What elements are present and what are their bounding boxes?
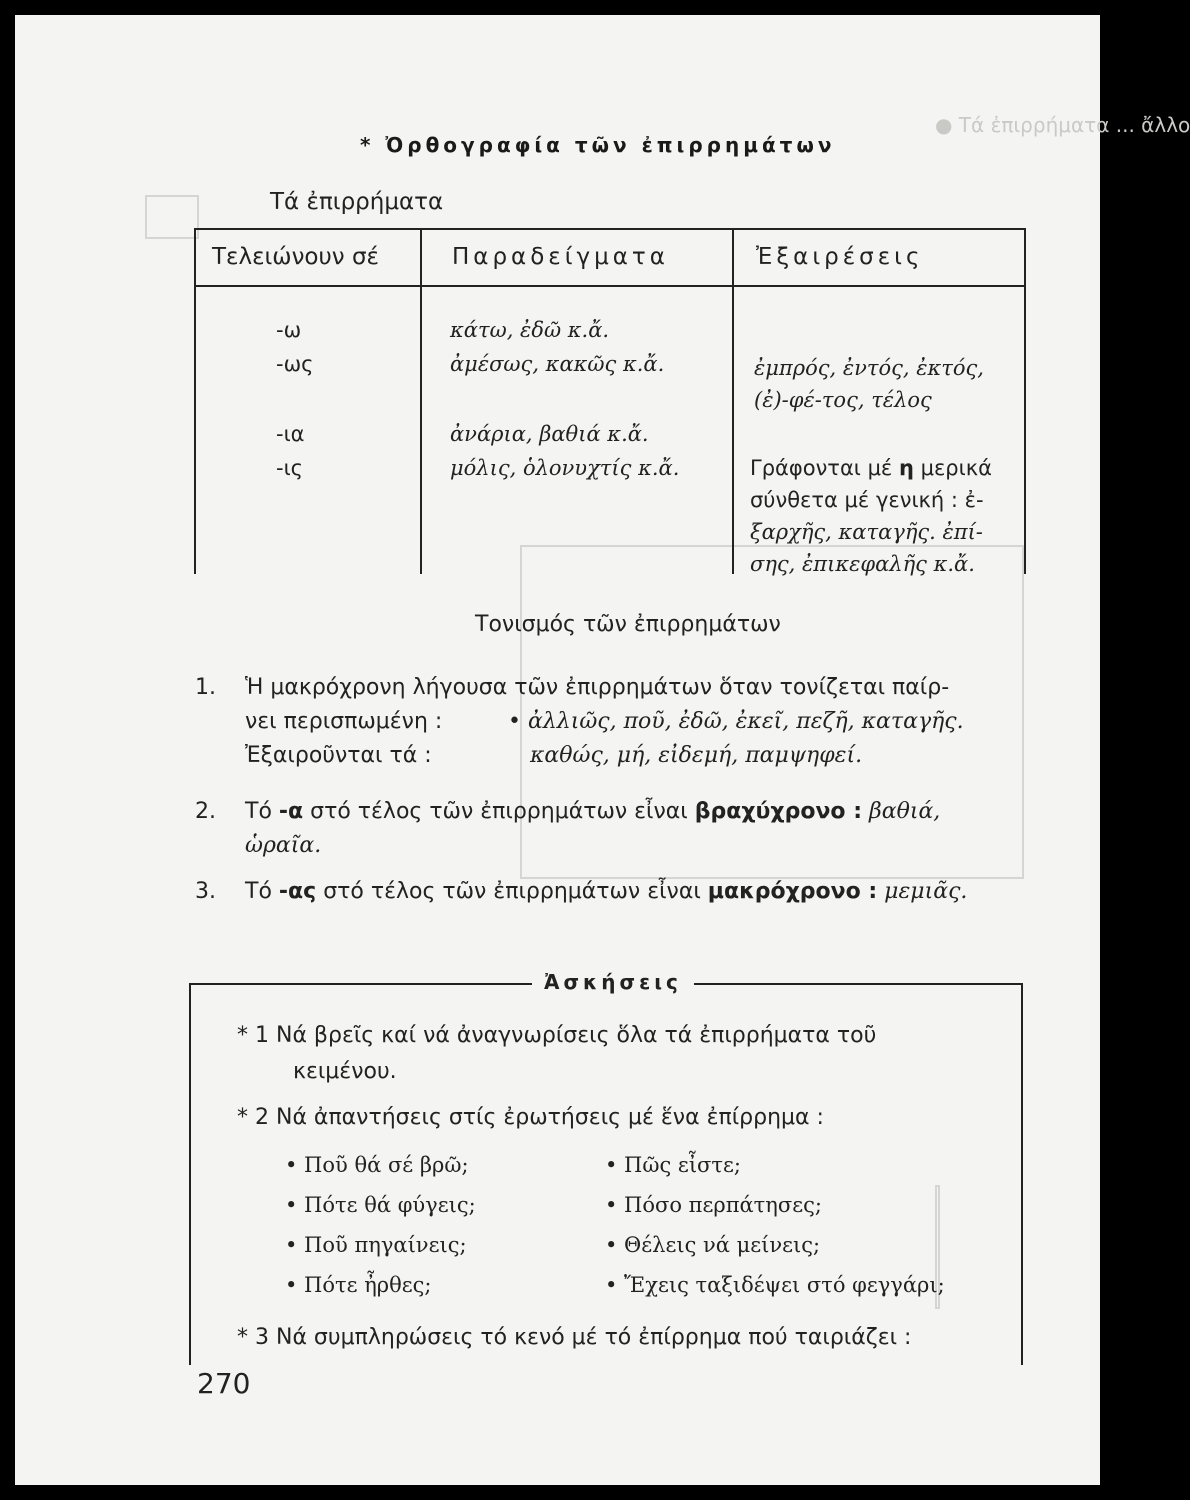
exception-is-line4: σης, ἐπικεφαλῆς κ.ἄ. — [750, 552, 975, 576]
accent-heading: Τονισμός τῶν ἐπιρρημάτων — [475, 612, 781, 637]
question-left-2: • Πότε θά φύγεις; — [285, 1193, 476, 1217]
exercise-3: * 3 Νά συμπληρώσεις τό κενό μέ τό ἐπίρρημα πού ταιριάζει : — [237, 1325, 912, 1350]
rule-3-number: 3. — [195, 879, 216, 904]
rule-1-number: 1. — [195, 675, 216, 700]
example-os: ἀμέσως, κακῶς κ.ἄ. — [450, 352, 665, 376]
rule-1-line1: Ἡ μακρόχρονη λήγουσα τῶν ἐπιρρημάτων ὅταν τονίζεται παίρ- — [245, 675, 950, 700]
page — [15, 15, 1190, 1485]
exception-os-line1: ἐμπρός, ἐντός, ἐκτός, — [754, 356, 984, 380]
rule-2-number: 2. — [195, 799, 216, 824]
exercises-heading: Ἀσκήσεις — [532, 970, 694, 994]
exercise-1-cont: κειμένου. — [293, 1059, 397, 1084]
rule-2-text: Τό -α στό τέλος τῶν ἐπιρρημάτων εἶναι βραχύχρονο : βαθιά, — [245, 799, 941, 824]
rule-1-exceptions: καθώς, μή, εἰδεμή, παμψηφεί. — [530, 743, 863, 768]
column-divider — [732, 230, 734, 574]
exercise-2: * 2 Νά ἀπαντήσεις στίς ἐρωτήσεις μέ ἕνα ἐπίρρημα : — [237, 1105, 824, 1130]
ending-is: -ις — [276, 456, 304, 480]
example-omega: κάτω, ἐδῶ κ.ἄ. — [450, 318, 610, 342]
rule-1-line3a: Ἐξαιροῦνται τά : — [245, 743, 432, 768]
header-endings: Τελειώνουν σέ — [212, 244, 379, 270]
intro-text: Τά ἐπιρρήματα — [270, 189, 444, 215]
question-right-4: • Ἔχεις ταξιδέψει στό φεγγάρι; — [605, 1273, 945, 1297]
ending-os: -ως — [276, 352, 314, 376]
header-examples: Παραδείγματα — [452, 244, 669, 270]
exception-os-line2: (ἐ)-φέ-τος, τέλος — [754, 388, 932, 412]
rule-2-line2: ὡραῖα. — [245, 833, 322, 858]
column-divider — [420, 230, 422, 574]
question-right-3: • Θέλεις νά μείνεις; — [605, 1233, 821, 1257]
question-left-3: • Ποῦ πηγαίνεις; — [285, 1233, 467, 1257]
rule-3-text: Τό -ας στό τέλος τῶν ἐπιρρημάτων εἶναι μακρόχρονο : μεμιᾶς. — [245, 879, 968, 904]
example-ia: ἀνάρια, βαθιά κ.ἄ. — [450, 422, 649, 446]
header-exceptions: Ἐξαιρέσεις — [756, 244, 924, 270]
exercise-1: * 1 Νά βρεῖς καί νά ἀναγνωρίσεις ὅλα τά ἐπιρρήματα τοῦ — [237, 1023, 877, 1048]
exception-is-line1: Γράφονται μέ η μερικά — [750, 456, 992, 480]
ending-omega: -ω — [276, 318, 302, 342]
page-number: 270 — [197, 1367, 251, 1400]
bleed-through-text: ● Τά ἐπιρρήματα ... ἄλλο — [935, 113, 1190, 137]
question-right-1: • Πῶς εἶστε; — [605, 1153, 741, 1177]
question-left-4: • Πότε ἦρθες; — [285, 1273, 432, 1297]
question-left-1: • Ποῦ θά σέ βρῶ; — [285, 1153, 469, 1177]
rule-1-line2a: νει περισπωμένη : — [245, 709, 443, 734]
header-divider — [196, 285, 1024, 287]
ending-ia: -ια — [276, 422, 305, 446]
adverb-spelling-table — [194, 228, 1026, 574]
page-title: * Ὀρθογραφία τῶν ἐπιρρημάτων — [360, 133, 836, 157]
question-right-2: • Πόσο περπάτησες; — [605, 1193, 822, 1217]
example-is: μόλις, ὁλονυχτίς κ.ἄ. — [450, 456, 680, 480]
bleed-through-mark — [145, 195, 199, 239]
exception-is-line2: σύνθετα μέ γενική : ἐ- — [750, 488, 984, 512]
rule-1-examples: • ἀλλιῶς, ποῦ, ἐδῶ, ἐκεῖ, πεζῆ, καταγῆς. — [508, 709, 964, 734]
exception-is-line3: ξαρχῆς, καταγῆς. ἐπί- — [750, 520, 983, 544]
